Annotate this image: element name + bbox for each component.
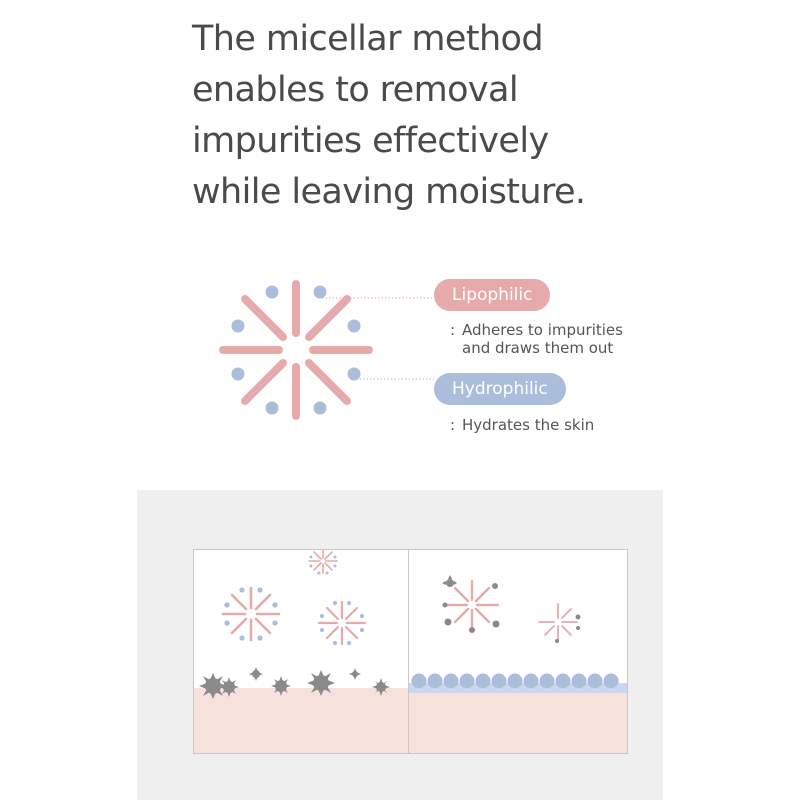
skin-layer [409,692,627,753]
headline-line-4: while leaving moisture. [192,172,586,212]
headline-line-3: impurities effectively [192,121,549,161]
micelle-medium [319,601,365,645]
micelle-with-impurities-small [539,604,581,643]
cleansing-illustration-svg [194,550,412,753]
micelle-large [223,587,279,640]
hydrophilic-label: Hydrophilic [434,373,566,405]
hydrophilic-description-line-1: Hydrates the skin [462,416,595,434]
moisturized-illustration-svg [409,550,627,753]
micelle-with-impurities [442,575,500,633]
lipophilic-colon: : [450,321,456,339]
lipophilic-label: Lipophilic [434,279,550,311]
lipophilic-description-line-2: and draws them out [462,339,614,357]
micelle-small [309,550,337,575]
headline-line-2: enables to removal [192,70,519,110]
lipophilic-description-line-1: Adheres to impurities [462,321,623,339]
lipophilic-description [450,321,680,357]
moisturized-illustration [408,549,628,754]
headline-line-1: The micellar method [192,19,543,59]
hydrophilic-description [450,416,594,434]
lipophilic-tails [223,284,369,416]
hydrophilic-colon: : [450,416,456,434]
micelle-diagram [218,272,374,428]
cleansing-illustration [193,549,413,754]
skin-layer [194,688,412,753]
